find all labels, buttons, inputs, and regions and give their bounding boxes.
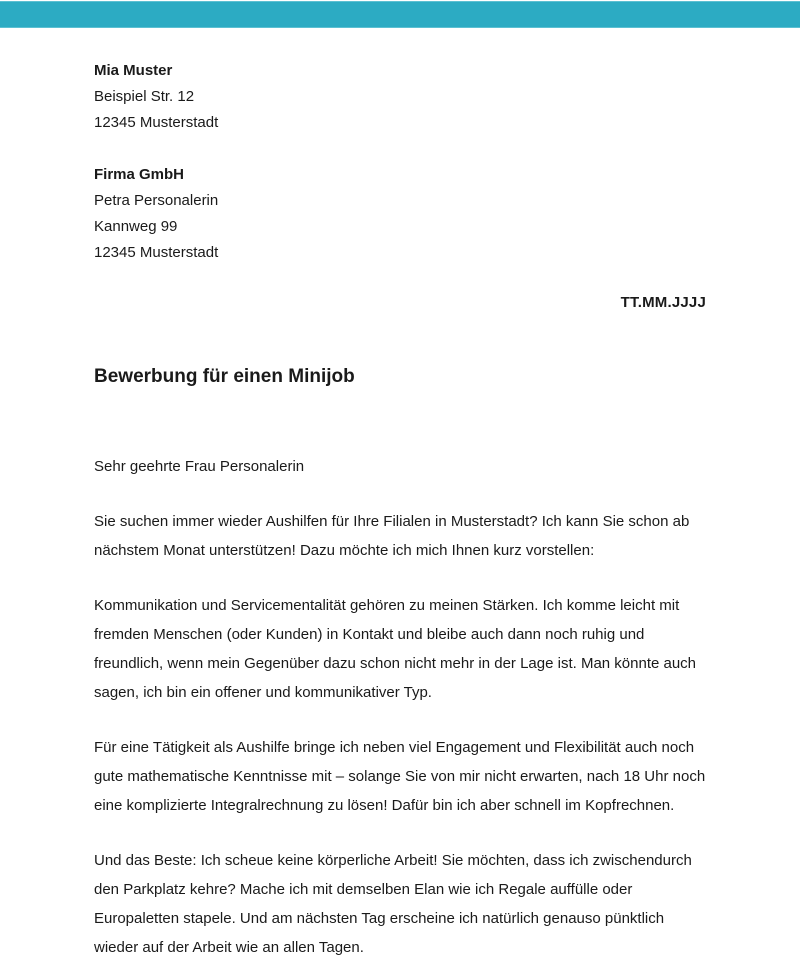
sender-name: Mia Muster [94,62,173,79]
sender-address-block [94,58,706,136]
recipient-contact: Petra Personalerin [94,192,219,209]
letter-paragraph-3: Für eine Tätigkeit als Aushilfe bringe ich neben viel Engagement und Flexibilität auch noch gute mathematische Kenntnisse mit – solange Sie von mir nicht erwarten, nach 18 Uhr noch eine komplizierte Integralrechnung zu lösen! Dafür bin ich aber schnell im Kopfrechnen. [94,739,706,814]
recipient-street: Kannweg 99 [94,218,178,235]
recipient-address-block [94,162,706,266]
letter-date: TT.MM.JJJJ [620,294,706,311]
letter-salutation: Sehr geehrte Frau Personalerin [94,458,305,475]
address-block-spacer [94,136,706,162]
sender-city: 12345 Musterstadt [94,114,219,131]
sender-street: Beispiel Str. 12 [94,88,195,105]
letter-paragraph-4: Und das Beste: Ich scheue keine körperliche Arbeit! Sie möchten, dass ich zwischendurch den Parkplatz kehre? Mache ich mit demselben Elan wie ich Regale auffülle oder Europaletten stapele. Und am nächsten Tag erscheine ich natürlich genauso pünktlich wieder auf der Arbeit wie an allen Tagen. [94,852,692,956]
letter-subject: Bewerbung für einen Minijob [94,366,355,387]
recipient-company: Firma GmbH [94,166,185,183]
letter-body [94,58,706,962]
letter-paragraph-2: Kommunikation und Servicementalität gehören zu meinen Stärken. Ich komme leicht mit fremden Menschen (oder Kunden) in Kontakt und bleibe auch dann noch ruhig und freundlich, wenn mein Gegenüber dazu schon nicht mehr in der Lage ist. Man könnte auch sagen, ich bin ein offener und kommunikativer Typ. [94,597,697,701]
letter-paragraph-1: Sie suchen immer wieder Aushilfen für Ihre Filialen in Musterstadt? Ich kann Sie schon ab nächstem Monat unterstützen! Dazu möchte ich mich Ihnen kurz vorstellen: [94,513,690,559]
decorative-top-bar [0,1,800,28]
recipient-city: 12345 Musterstadt [94,244,219,261]
